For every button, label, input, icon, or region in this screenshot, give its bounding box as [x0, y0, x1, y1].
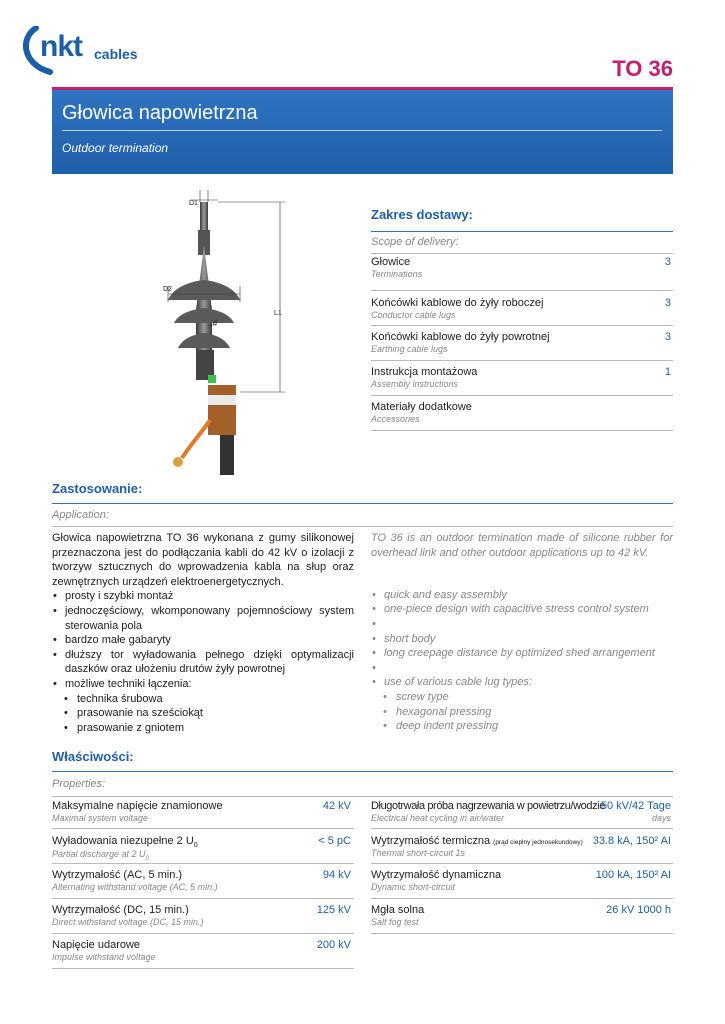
list-item — [371, 256, 673, 291]
property-name: Napięcie udarowe — [52, 939, 141, 951]
divider — [52, 526, 673, 527]
scope-item-name: Materiały dodatkowe — [371, 401, 472, 413]
property-name-text: Wyładowania niezupełne 2 U — [52, 835, 194, 847]
property-name: Wytrzymałość dynamiczna — [371, 869, 502, 881]
divider — [52, 796, 673, 797]
property-sub: Thermal short-circuit 1s — [371, 848, 466, 858]
scope-item-sub: Earthing cable lugs — [371, 344, 448, 354]
properties-heading-en: Properties: — [52, 778, 106, 790]
dim-label-l1: L1 — [274, 310, 282, 317]
application-en — [371, 531, 673, 734]
property-sub: Impulse withstand voltage — [52, 952, 156, 962]
list-item: • bardzo małe gabaryty — [52, 633, 354, 648]
dim-label-d1: D1 — [189, 200, 198, 207]
property-name — [371, 835, 583, 847]
table-row — [371, 800, 673, 829]
scope-item-name: Końcówki kablowe do żyły roboczej — [371, 297, 544, 309]
table-row — [52, 800, 354, 829]
product-code: TO 36 — [612, 56, 673, 81]
property-name: Długotrwała próba nagrzewania w powietrzu/wodzie — [371, 800, 605, 812]
properties-heading: Właściwości: — [52, 749, 134, 764]
property-value: 26 kV 1000 h — [606, 904, 671, 916]
properties-section — [52, 749, 673, 797]
property-value: 200 kV — [316, 939, 351, 951]
banner-divider — [62, 130, 662, 131]
property-value: 94 kV — [322, 869, 351, 881]
properties-heading-rule — [52, 771, 673, 772]
application-pl-sub-bullets — [52, 692, 354, 736]
property-name: Wytrzymałość (AC, 5 min.) — [52, 869, 183, 881]
application-pl-intro: Głowica napowietrzna TO 36 wykonana z gumy silikonowej przeznaczona jest do podłączania kabli do 42 kV o izolacji z tworzyw sztucznych do wprowadzenia kabla na słup oraz zewnętrznych urządzeń elektroenergetycznych. — [52, 532, 354, 588]
application-en-sub-bullets — [371, 690, 673, 734]
list-item — [371, 291, 673, 326]
scope-item-qty: 1 — [664, 366, 671, 378]
properties-right — [371, 800, 673, 934]
scope-item-name: Instrukcja montażowa — [371, 366, 478, 378]
property-name-note: (prąd cieplny jednosekundowy) — [493, 839, 583, 846]
property-sub: Alternating withstand voltage (AC, 5 min.) — [52, 882, 218, 892]
table-row — [52, 934, 354, 969]
application-heading: Zastosowanie: — [52, 481, 143, 496]
scope-list — [371, 256, 673, 431]
list-item: • use of various cable lug types: — [371, 675, 673, 690]
spacer — [371, 661, 673, 676]
list-item: • one-piece design with capacitive stress control system — [371, 602, 673, 617]
property-name: Wytrzymałość (DC, 15 min.) — [52, 904, 189, 916]
scope-item-sub: Conductor cable lugs — [371, 310, 456, 320]
application-pl-bullets — [52, 589, 354, 691]
list-item: • jednoczęściowy, wkomponowany pojemnościowy system sterowania pola — [52, 604, 354, 633]
property-value: 50 kV/42 Tage — [600, 800, 671, 812]
page-title: Głowica napowietrzna — [62, 102, 258, 124]
dim-label-d2: D2 — [163, 286, 172, 293]
application-en-intro: TO 36 is an outdoor termination made of silicone rubber for overhead link and other outdoor applications up to 42 kV. — [371, 532, 673, 559]
property-value: 100 kA, 150² AI — [595, 869, 671, 881]
property-value: 33.8 kA, 150² AI — [592, 835, 671, 847]
scope-item-qty: 3 — [664, 331, 671, 343]
scope-item-name: Głowice — [371, 256, 411, 268]
property-value-2: days — [651, 813, 671, 823]
property-sub: Maximal system voltage — [52, 813, 149, 823]
table-row — [371, 899, 673, 934]
scope-section — [371, 207, 673, 254]
title-banner — [52, 90, 673, 174]
scope-item-sub: Terminations — [371, 269, 423, 279]
list-item: • prosty i szybki montaż — [52, 589, 354, 604]
property-name-text: Wytrzymałość termiczna — [371, 835, 491, 847]
list-item — [371, 361, 673, 396]
property-name: Mgła solna — [371, 904, 425, 916]
properties-left — [52, 800, 354, 969]
property-sub — [52, 849, 149, 862]
application-en-bullets — [371, 588, 673, 690]
table-row — [52, 864, 354, 899]
property-name-subscript: 0 — [193, 842, 198, 850]
table-row — [371, 829, 673, 864]
scope-heading: Zakres dostawy: — [371, 207, 473, 222]
list-item: • long creepage distance by optimized shed arrangement — [371, 646, 673, 661]
logo-word: cables — [94, 46, 138, 62]
scope-item-sub: Accessories — [371, 414, 420, 424]
property-sub-subscript: 0 — [145, 855, 149, 862]
property-value: < 5 pC — [318, 835, 351, 847]
page-subtitle: Outdoor termination — [62, 141, 169, 155]
list-item: • deep indent pressing — [371, 719, 673, 734]
property-sub: Direct withstand voltage (DC, 15 min.) — [52, 917, 204, 927]
property-value: 42 kV — [322, 800, 351, 812]
list-item: • prasowanie z gniotem — [52, 721, 354, 736]
scope-item-qty: 3 — [664, 297, 671, 309]
list-item: • dłuższy tor wyładowania pełnego dzięki optymalizacji daszków oraz ułożeniu drutów żyły powrotnej — [52, 648, 354, 677]
table-row — [52, 899, 354, 934]
application-section — [52, 481, 673, 527]
nkt-cables-logo — [20, 26, 170, 78]
list-item — [371, 326, 673, 361]
scope-item-name: Końcówki kablowe do żyły powrotnej — [371, 331, 550, 343]
scope-heading-en: Scope of delivery: — [371, 236, 459, 248]
application-heading-rule — [52, 503, 673, 504]
dim-label-d: d — [213, 320, 217, 327]
property-sub: Salt fog test — [371, 917, 419, 927]
property-sub: Dynamic short-circuit — [371, 882, 456, 892]
list-item: • technika śrubowa — [52, 692, 354, 707]
list-item: • quick and easy assembly — [371, 588, 673, 603]
property-name: Maksymalne napięcie znamionowe — [52, 800, 223, 812]
list-item: • short body — [371, 632, 673, 647]
table-row — [371, 864, 673, 899]
list-item: • screw type — [371, 690, 673, 705]
termination-drawing — [160, 190, 305, 485]
property-sub: Electrical heat cycling in air/water — [371, 813, 505, 823]
list-item — [371, 396, 673, 431]
scope-heading-rule — [371, 231, 673, 232]
list-item: • prasowanie na sześciokąt — [52, 706, 354, 721]
scope-item-qty: 3 — [664, 256, 671, 268]
property-sub-text: Partial discharge at 2 U — [52, 849, 146, 859]
application-pl — [52, 531, 354, 735]
table-row — [52, 829, 354, 864]
list-item: • hexagonal pressing — [371, 705, 673, 720]
application-heading-en: Application: — [52, 509, 109, 521]
list-item: • możliwe techniki łączenia: — [52, 677, 354, 692]
spacer — [371, 617, 673, 632]
property-value: 125 kV — [316, 904, 351, 916]
logo-mark: nkt — [40, 30, 82, 63]
scope-item-sub: Assembly instructions — [371, 379, 459, 389]
divider — [371, 253, 673, 254]
property-name — [52, 835, 198, 849]
